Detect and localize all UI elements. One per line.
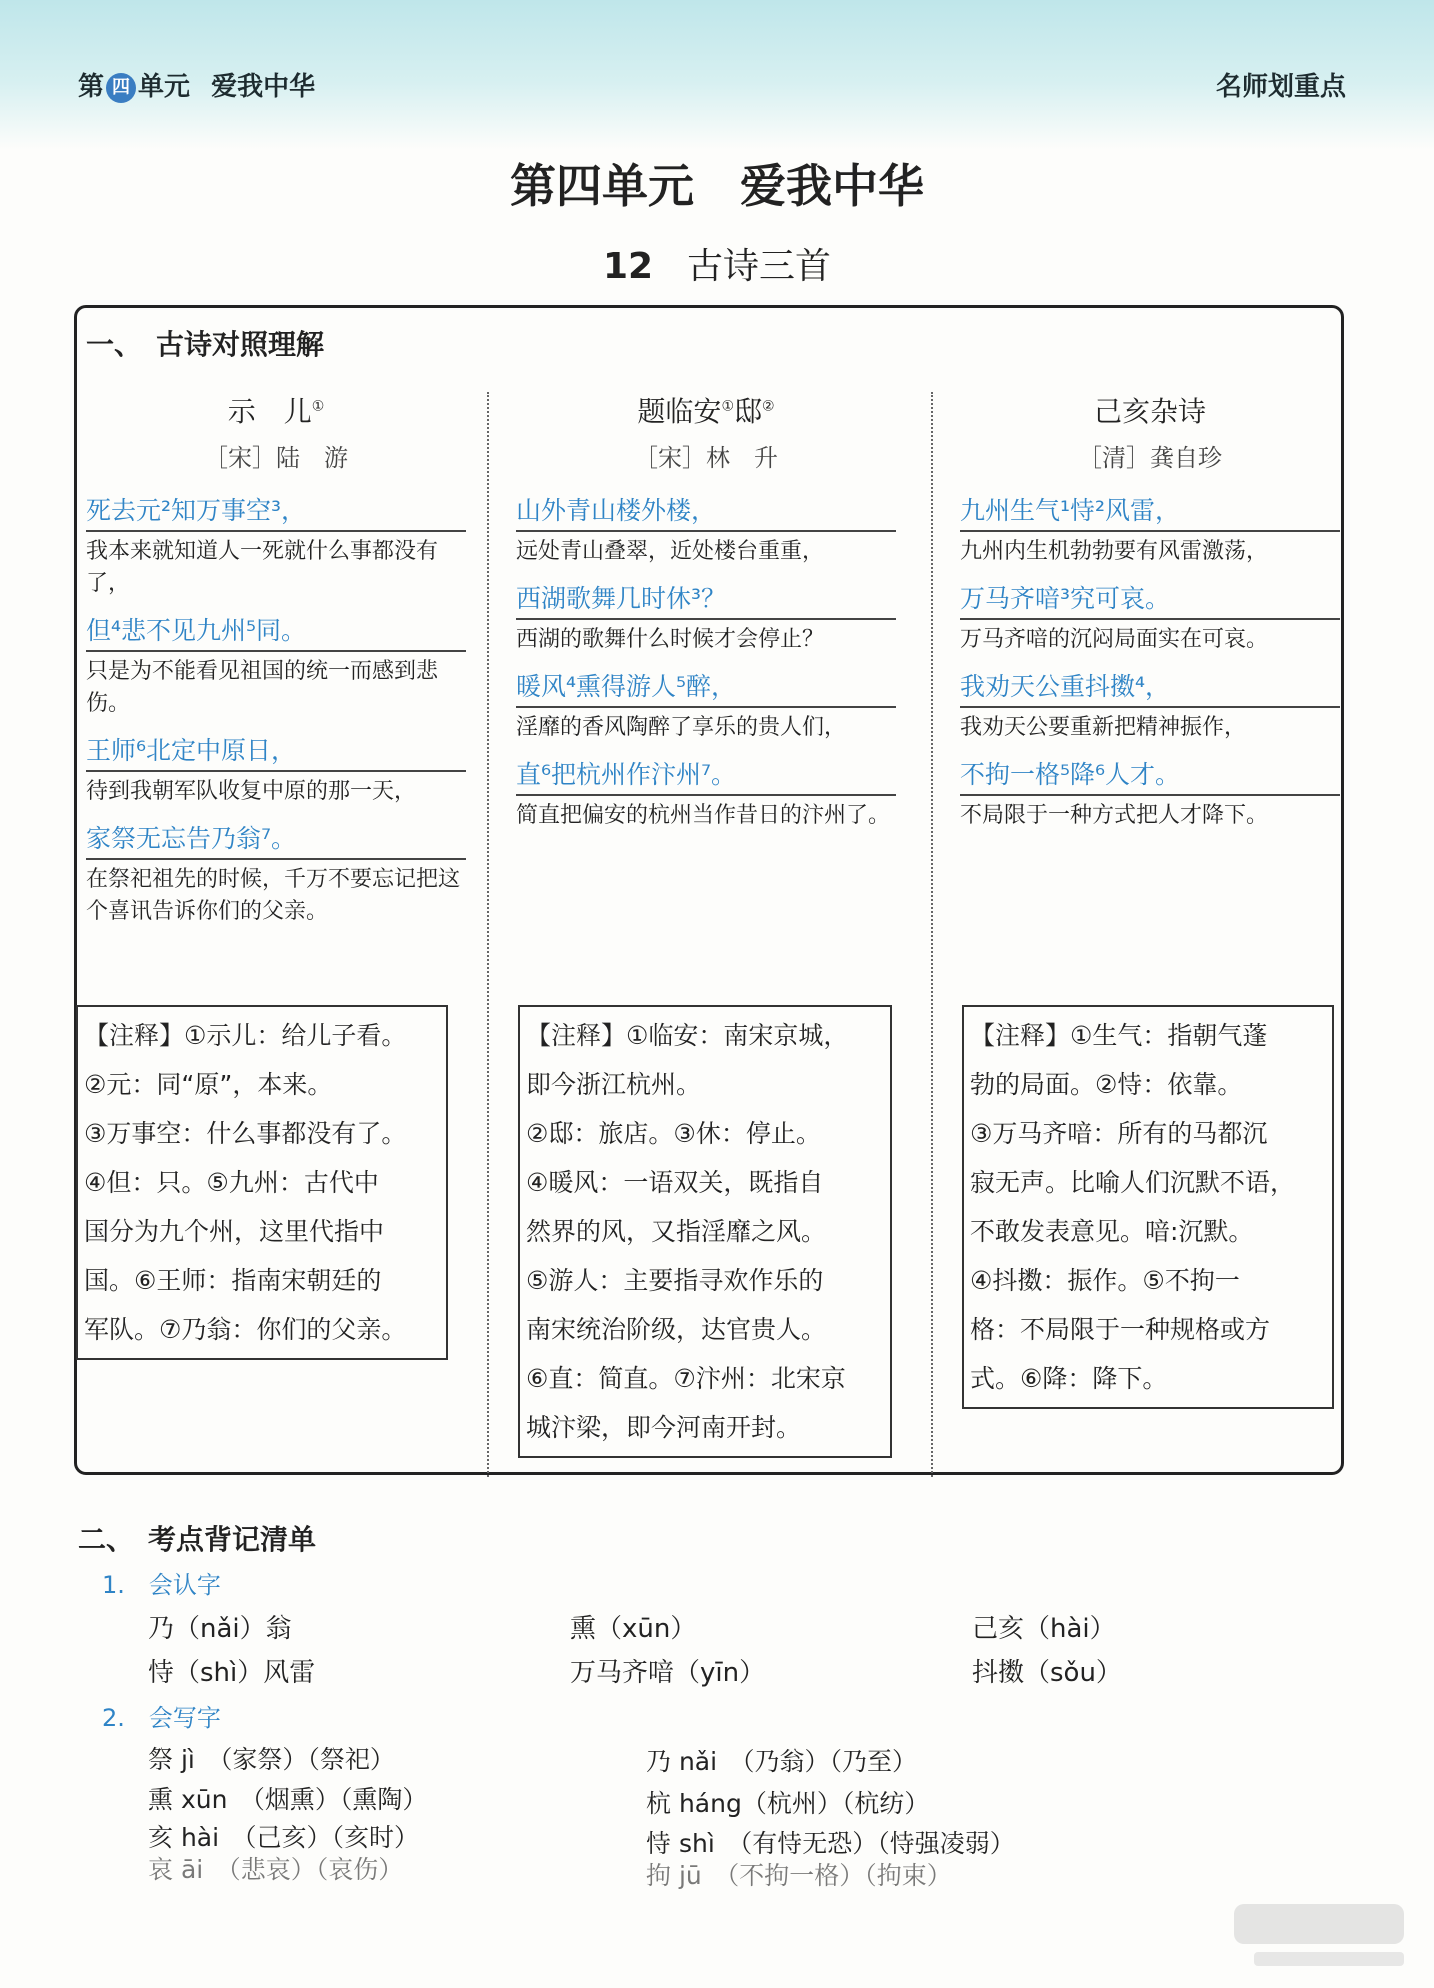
unit-name: 爱我中华 bbox=[211, 72, 316, 102]
subsection-recognize: 1. 会认字 bbox=[102, 1571, 221, 1599]
recognize-item: 抖擞（sǒu） bbox=[972, 1658, 1122, 1688]
write-item: 亥 hài （己亥）（亥时） bbox=[148, 1823, 420, 1852]
recognize-item: 己亥（hài） bbox=[972, 1614, 1116, 1644]
watermark-logo bbox=[1224, 1894, 1414, 1974]
note-line: ⑥直：简直。⑦汴州：北宋京 bbox=[526, 1364, 846, 1393]
translation: 西湖的歌舞什么时候才会停止？ bbox=[516, 627, 825, 652]
notes-box-2 bbox=[518, 1005, 892, 1458]
recognize-item: 熏（xūn） bbox=[570, 1614, 697, 1644]
poem-line: 王师⁶北定中原日， bbox=[86, 730, 466, 772]
subsection-write: 2. 会写字 bbox=[102, 1704, 221, 1732]
write-item: 哀 āi （悲哀）（哀伤） bbox=[148, 1855, 404, 1884]
column-divider bbox=[487, 392, 489, 1477]
lesson-number: 12 bbox=[602, 246, 654, 287]
poem-column-3 bbox=[960, 390, 1340, 836]
translation: 简直把偏安的杭州当作昔日的汴州了。 bbox=[516, 803, 891, 828]
translation: 只是为不能看见祖国的统一而感到悲伤。 bbox=[86, 659, 439, 716]
translation: 淫靡的香风陶醉了享乐的贵人们， bbox=[516, 715, 847, 740]
poem-author: ［宋］林 升 bbox=[634, 444, 778, 472]
note-line: 【注释】①示儿：给儿子看。 bbox=[84, 1021, 407, 1050]
translation: 远处青山叠翠，近处楼台重重， bbox=[516, 539, 825, 564]
note-line: 【注释】①生气：指朝气蓬 bbox=[970, 1021, 1268, 1050]
translation: 不局限于一种方式把人才降下。 bbox=[960, 803, 1269, 828]
write-item: 祭 jì （家祭）（祭祀） bbox=[148, 1745, 395, 1774]
recognize-item: 恃（shì）风雷 bbox=[148, 1658, 316, 1688]
translation: 我本来就知道人一死就什么事都没有了， bbox=[86, 539, 439, 596]
write-item: 杭 háng（杭州）（杭纺） bbox=[646, 1789, 930, 1818]
notes-box-3 bbox=[962, 1005, 1334, 1409]
poem-column-1 bbox=[86, 390, 466, 932]
brand-label: 名师划重点 bbox=[1215, 72, 1346, 102]
poem-line: 暖风⁴熏得游人⁵醉， bbox=[516, 666, 896, 708]
note-line: 寂无声。比喻人们沉默不语， bbox=[970, 1168, 1296, 1197]
page-title: 第四单元 爱我中华 bbox=[510, 159, 924, 213]
note-line: 南宋统治阶级，达官贵人。 bbox=[526, 1315, 827, 1344]
note-line: 军队。⑦乃翁：你们的父亲。 bbox=[84, 1315, 407, 1344]
lesson-title bbox=[0, 238, 1434, 289]
note-line: ④暖风：一语双关，既指自 bbox=[526, 1168, 824, 1197]
column-divider bbox=[931, 392, 933, 1477]
poem-line: 但⁴悲不见九州⁵同。 bbox=[86, 610, 466, 652]
translation: 万马齐喑的沉闷局面实在可哀。 bbox=[960, 627, 1269, 652]
note-line: ④抖擞：振作。⑤不拘一 bbox=[970, 1266, 1240, 1295]
poem-line: 不拘一格⁵降⁶人才。 bbox=[960, 754, 1340, 796]
note-line: 勃的局面。②恃：依靠。 bbox=[970, 1070, 1243, 1099]
section-title-1: 一、 古诗对照理解 bbox=[86, 328, 325, 361]
note-line: 然界的风，又指淫靡之风。 bbox=[526, 1217, 827, 1246]
note-line: 国分为九个州，这里代指中 bbox=[84, 1217, 385, 1246]
note-line: ②邸：旅店。③休：停止。 bbox=[526, 1119, 821, 1148]
lesson-name: 古诗三首 bbox=[687, 246, 832, 287]
poem-line: 万马齐喑³究可哀。 bbox=[960, 578, 1340, 620]
note-line: 【注释】①临安：南宋京城， bbox=[526, 1021, 849, 1050]
note-line: ②元：同“原”，本来。 bbox=[84, 1070, 333, 1099]
unit-number-badge: 四 bbox=[106, 73, 136, 103]
section-title-2: 二、 考点背记清单 bbox=[78, 1523, 317, 1556]
poem-author: ［清］龚自珍 bbox=[1078, 444, 1222, 472]
note-line: 格：不局限于一种规格或方 bbox=[970, 1315, 1271, 1344]
poem-title: 题临安①邸② bbox=[637, 395, 775, 428]
write-item: 乃 nǎi （乃翁）（乃至） bbox=[646, 1747, 918, 1776]
poem-line: 死去元²知万事空³， bbox=[86, 490, 466, 532]
note-line: 即今浙江杭州。 bbox=[526, 1070, 702, 1099]
note-line: 式。⑥降：降下。 bbox=[970, 1364, 1168, 1393]
recognize-item: 乃（nǎi）翁 bbox=[148, 1614, 292, 1644]
poem-line: 直⁶把杭州作汴州⁷。 bbox=[516, 754, 896, 796]
poem-line: 西湖歌舞几时休³？ bbox=[516, 578, 896, 620]
translation: 九州内生机勃勃要有风雷激荡， bbox=[960, 539, 1269, 564]
poem-title: 己亥杂诗 bbox=[1093, 395, 1206, 428]
write-item: 恃 shì （有恃无恐）（恃强凌弱） bbox=[646, 1829, 1015, 1858]
translation: 待到我朝军队收复中原的那一天， bbox=[86, 779, 417, 804]
note-line: ③万马齐喑：所有的马都沉 bbox=[970, 1119, 1268, 1148]
poem-line: 山外青山楼外楼， bbox=[516, 490, 896, 532]
note-line: ⑤游人：主要指寻欢作乐的 bbox=[526, 1266, 824, 1295]
poem-column-2 bbox=[516, 390, 896, 836]
poem-author: ［宋］陆 游 bbox=[204, 444, 348, 472]
unit-label bbox=[78, 66, 315, 103]
notes-box-1 bbox=[76, 1005, 448, 1360]
note-line: ③万事空：什么事都没有了。 bbox=[84, 1119, 407, 1148]
note-line: ④但：只。⑤九州：古代中 bbox=[84, 1168, 379, 1197]
recognize-item: 万马齐喑（yīn） bbox=[570, 1658, 766, 1688]
note-line: 城汴梁，即今河南开封。 bbox=[526, 1413, 802, 1442]
note-line: 国。⑥王师：指南宋朝廷的 bbox=[84, 1266, 382, 1295]
translation: 在祭祀祖先的时候，千万不要忘记把这个喜讯告诉你们的父亲。 bbox=[86, 867, 461, 924]
poem-line: 九州生气¹恃²风雷， bbox=[960, 490, 1340, 532]
note-line: 不敢发表意见。喑:沉默。 bbox=[970, 1217, 1254, 1246]
write-item: 熏 xūn （烟熏）（熏陶） bbox=[148, 1785, 428, 1814]
unit-prefix: 第 bbox=[78, 72, 105, 102]
poem-title: 示 儿① bbox=[227, 395, 325, 428]
poem-line: 我劝天公重抖擞⁴， bbox=[960, 666, 1340, 708]
poem-line: 家祭无忘告乃翁⁷。 bbox=[86, 818, 466, 860]
translation: 我劝天公要重新把精神振作， bbox=[960, 715, 1247, 740]
unit-suffix: 单元 bbox=[138, 72, 191, 102]
write-item: 拘 jū （不拘一格）（拘束） bbox=[646, 1861, 952, 1890]
